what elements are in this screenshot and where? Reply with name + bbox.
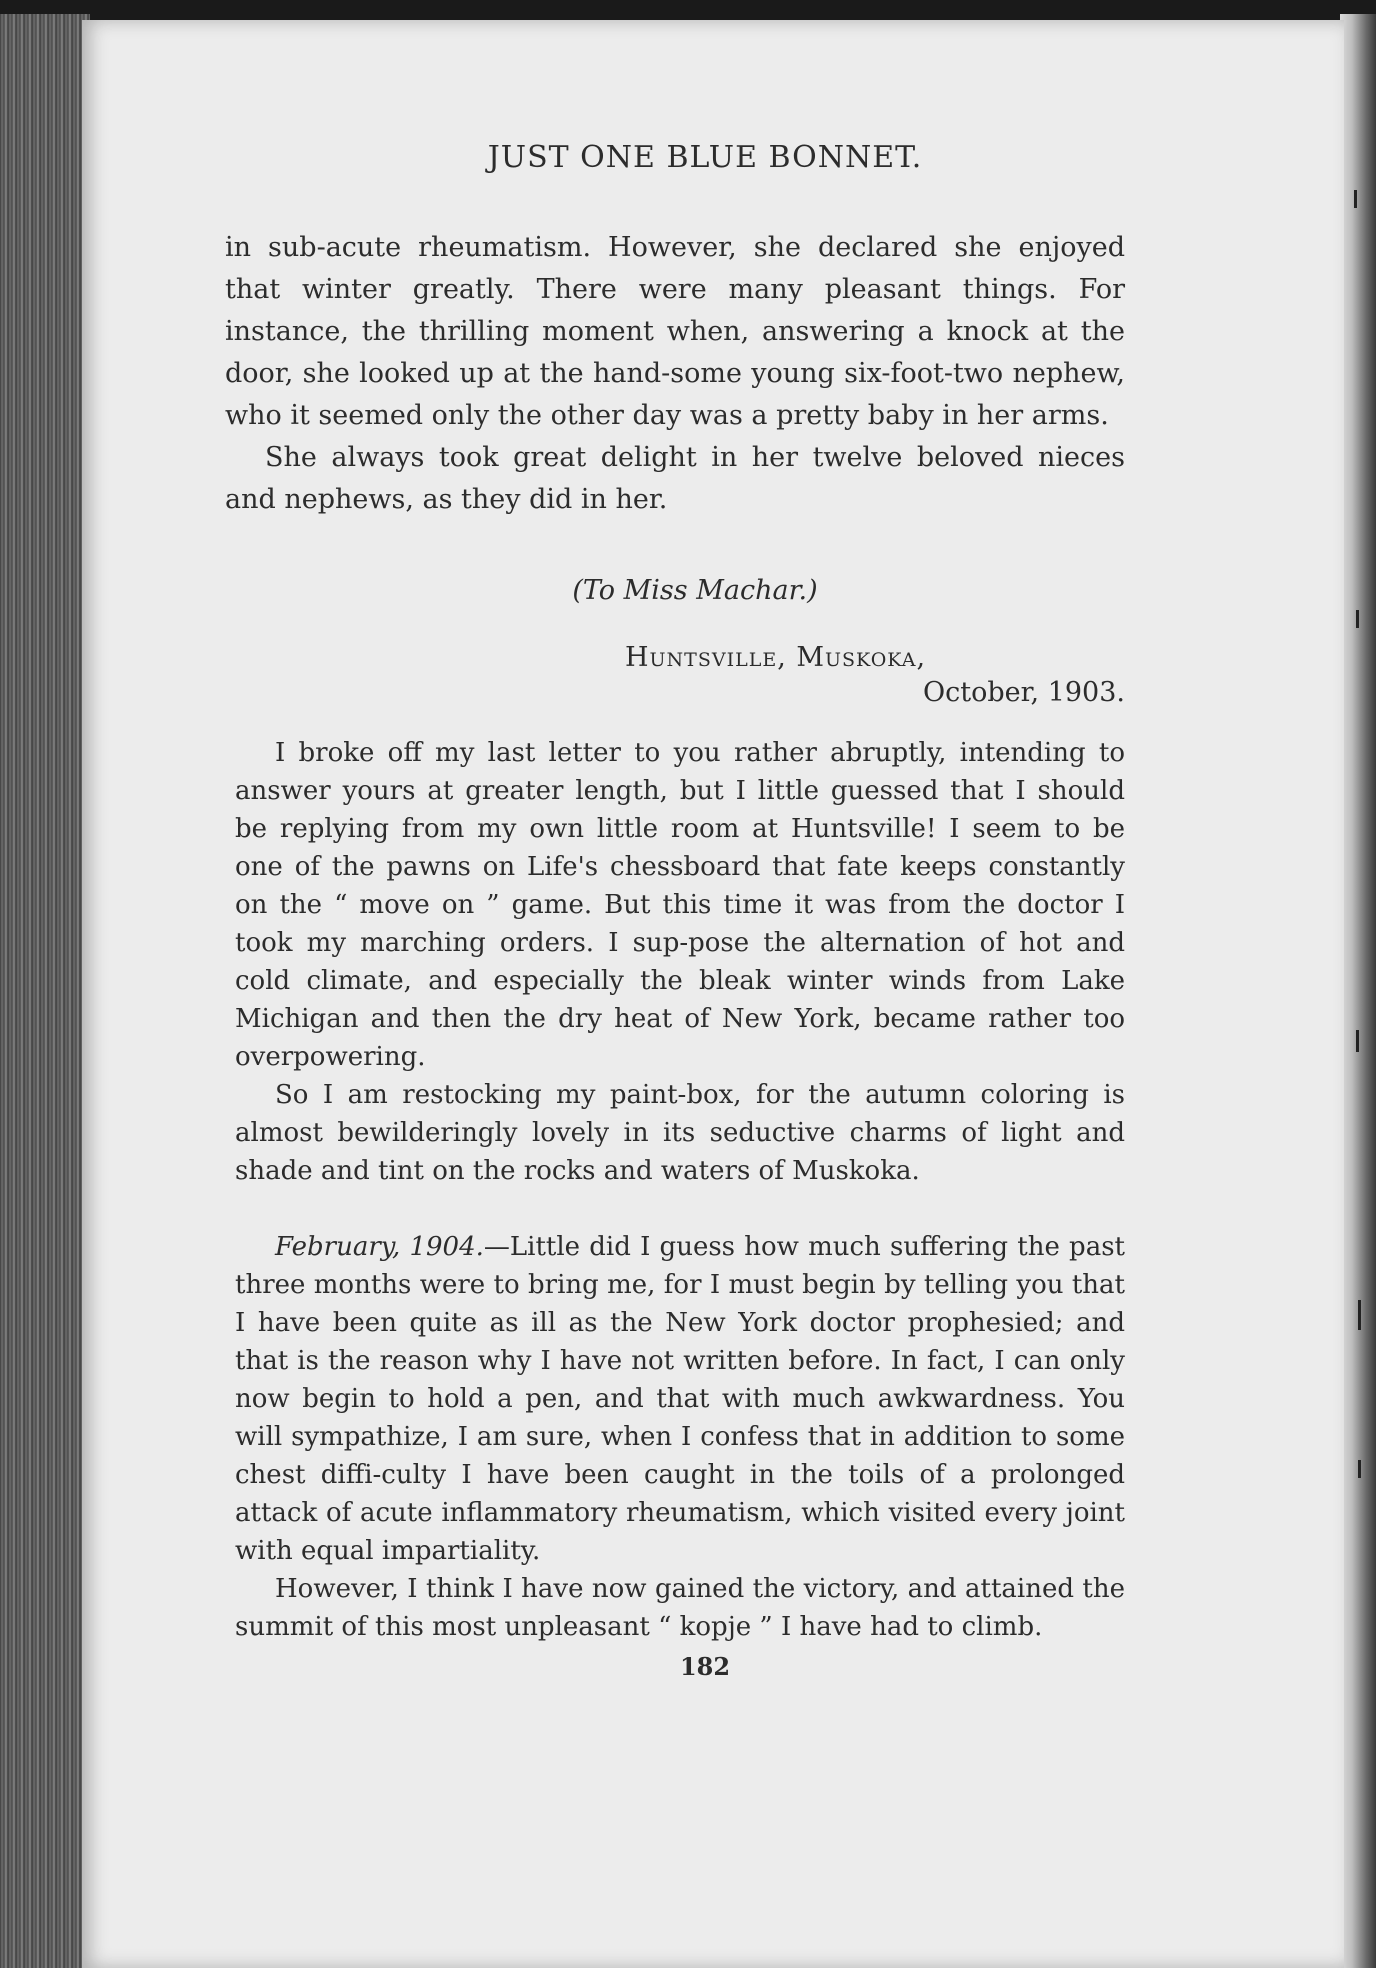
letter-paragraph-1: I broke off my last letter to you rather abruptly, intending to answer yours at greater length, but I little guessed that I should be replying from my own little room at Huntsville! I seem to be one of the pawns on Life's chessboard that fate keeps constantly on the “ move on ” game. But this time it was from the doctor I took my marching orders. I sup-pose the alternation of hot and cold climate, and especially the bleak winter winds from Lake Michigan and then the dry heat of New York, became rather too overpowering. <box>235 738 1125 1072</box>
margin-mark <box>1356 610 1359 628</box>
letter-paragraph-4: However, I think I have now gained the victory, and attained the summit of this most unpleasant “ kopje ” I have had to climb. <box>235 1574 1125 1642</box>
letter-paragraph-3-text: —Little did I guess how much suffering the past three months were to bring me, for I must begin by telling you that I have been quite as ill as the New York doctor prophesied; and that is the reason why I have not written before. In fact, I can only now begin to hold a pen, and that with much awkwardness. You will sympathize, I am sure, when I confess that in addition to some chest diffi-culty I have been caught in the toils of a prolonged attack of acute inflammatory rheumatism, which visited every joint with equal impartiality. <box>235 1232 1125 1566</box>
letter-date: October, 1903. <box>922 677 1125 708</box>
running-head: JUST ONE BLUE BONNET. <box>487 140 923 175</box>
margin-mark <box>1358 1300 1361 1330</box>
page-text-block <box>225 140 1125 1681</box>
letter-dateline: February, 1904. <box>275 1232 484 1262</box>
page-number: 182 <box>679 1652 731 1681</box>
paragraph-nieces: She always took great delight in her twelve beloved nieces and nephews, as they did in her. <box>225 442 1125 515</box>
letter-place: Huntsville, Muskoka, <box>625 642 927 673</box>
letter-recipient: (To Miss Machar.) <box>572 575 818 606</box>
book-page-edges <box>0 14 90 1968</box>
letter-paragraph-2: So I am restocking my paint-box, for the autumn coloring is almost bewilderingly lovely in its seductive charms of light and shade and tint on the rocks and waters of Muskoka. <box>235 1080 1125 1186</box>
paragraph-continued: in sub-acute rheumatism. However, she declared she enjoyed that winter greatly. There were many pleasant things. For instance, the thrilling moment when, answering a knock at the door, she looked up at the hand-some young six-foot-two nephew, who it seemed only the other day was a pretty baby in her arms. <box>225 232 1125 431</box>
margin-mark <box>1354 190 1357 208</box>
book-gutter-edge <box>1340 14 1376 1968</box>
margin-mark <box>1356 1030 1359 1052</box>
letter-paragraph-3 <box>235 1228 1125 1570</box>
margin-mark <box>1358 1460 1361 1478</box>
scan-top-border <box>0 0 1376 20</box>
